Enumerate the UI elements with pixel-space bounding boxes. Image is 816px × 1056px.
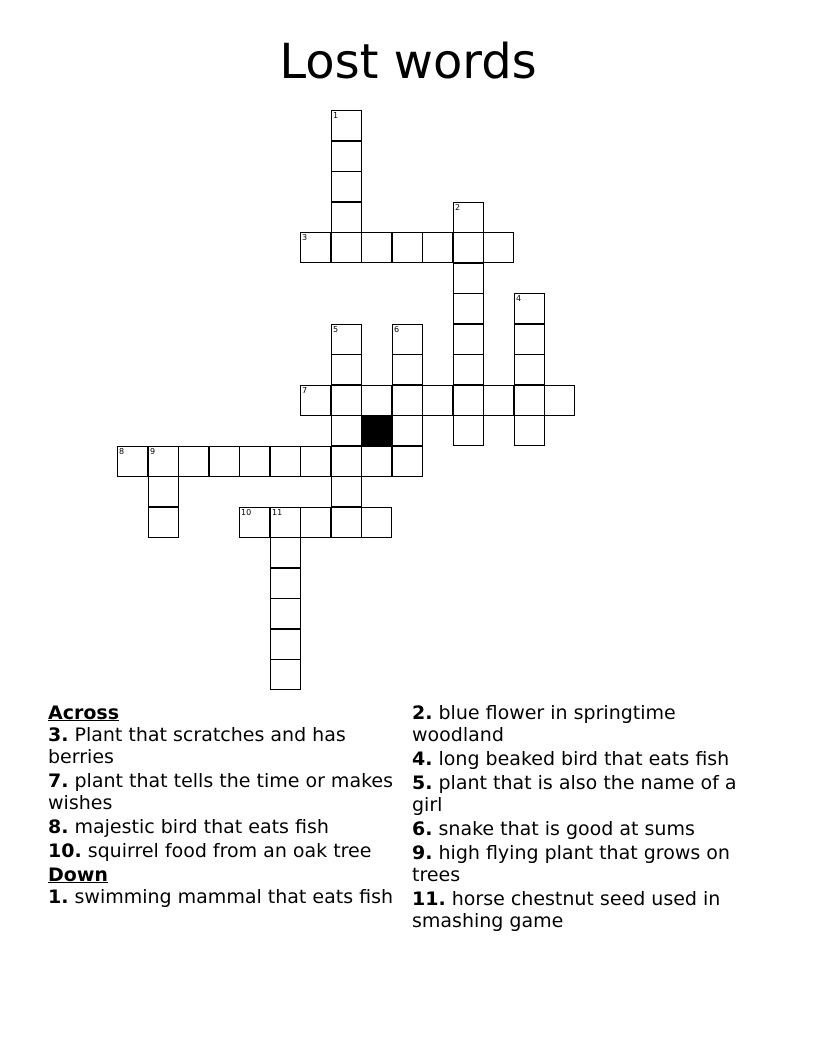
grid-cell[interactable] (483, 385, 514, 416)
grid-cell[interactable] (148, 507, 179, 538)
black-square (361, 415, 392, 446)
grid-cell[interactable] (453, 415, 484, 446)
clue-across-10: 10. squirrel food from an oak tree (48, 840, 372, 862)
grid-cell[interactable] (514, 324, 545, 355)
grid-cell[interactable] (117, 446, 148, 477)
grid-cell[interactable] (300, 232, 331, 263)
grid-cell[interactable] (331, 202, 362, 233)
clue-down-11: 11. horse chestnut seed used in smashing game (412, 888, 721, 932)
grid-cell[interactable] (331, 507, 362, 538)
clue-number: 7 (302, 386, 308, 395)
grid-cell[interactable] (331, 324, 362, 355)
grid-cell[interactable] (392, 415, 423, 446)
grid-cell[interactable] (331, 110, 362, 141)
clue-number: 4 (516, 294, 522, 303)
grid-cell[interactable] (514, 293, 545, 324)
grid-cell[interactable] (453, 232, 484, 263)
grid-cell[interactable] (392, 446, 423, 477)
grid-cell[interactable] (514, 415, 545, 446)
grid-cell[interactable] (331, 171, 362, 202)
clue-number: 11 (272, 508, 283, 517)
grid-cell[interactable] (331, 354, 362, 385)
grid-cell[interactable] (178, 446, 209, 477)
clue-down-6: 6. snake that is good at sums (412, 818, 695, 840)
grid-cell[interactable] (544, 385, 575, 416)
grid-cell[interactable] (300, 446, 331, 477)
grid-cell[interactable] (361, 232, 392, 263)
puzzle-title: Lost words (279, 34, 537, 90)
grid-cell[interactable] (392, 354, 423, 385)
grid-cell[interactable] (270, 537, 301, 568)
grid-cell[interactable] (270, 568, 301, 599)
clue-across-7: 7. plant that tells the time or makes wishes (48, 770, 394, 814)
grid-cell[interactable] (392, 385, 423, 416)
grid-cell[interactable] (239, 446, 270, 477)
clue-across-8: 8. majestic bird that eats fish (48, 816, 329, 838)
clue-down-4: 4. long beaked bird that eats fish (412, 748, 730, 770)
grid-cell[interactable] (453, 293, 484, 324)
grid-cell[interactable] (331, 476, 362, 507)
grid-cell[interactable] (148, 476, 179, 507)
grid-cell[interactable] (453, 354, 484, 385)
down-heading: Down (48, 864, 108, 886)
clue-number: 8 (119, 447, 125, 456)
grid-cell[interactable] (453, 263, 484, 294)
grid-cell[interactable] (300, 507, 331, 538)
clues-left-column (48, 702, 398, 910)
grid-cell[interactable] (331, 415, 362, 446)
clue-number: 9 (150, 447, 156, 456)
grid-cell[interactable] (453, 324, 484, 355)
grid-cell[interactable] (270, 507, 301, 538)
grid-cell[interactable] (300, 385, 331, 416)
grid-cell[interactable] (514, 354, 545, 385)
grid-cell[interactable] (453, 202, 484, 233)
clues-right-column (412, 702, 762, 934)
grid-cell[interactable] (209, 446, 240, 477)
grid-cell[interactable] (361, 446, 392, 477)
clue-down-5: 5. plant that is also the name of a girl (412, 772, 737, 816)
grid-cell[interactable] (270, 629, 301, 660)
grid-cell[interactable] (361, 385, 392, 416)
clue-number: 1 (333, 111, 339, 120)
grid-cell[interactable] (331, 385, 362, 416)
clue-number: 6 (394, 325, 400, 334)
grid-cell[interactable] (331, 141, 362, 172)
grid-cell[interactable] (239, 507, 270, 538)
clue-number: 10 (241, 508, 252, 517)
grid-cell[interactable] (453, 385, 484, 416)
grid-cell[interactable] (361, 507, 392, 538)
clue-across-3: 3. Plant that scratches and has berries (48, 724, 346, 768)
grid-cell[interactable] (422, 385, 453, 416)
grid-cell[interactable] (270, 659, 301, 690)
clue-down-2: 2. blue flower in springtime woodland (412, 702, 676, 746)
clue-number: 2 (455, 203, 461, 212)
grid-cell[interactable] (270, 446, 301, 477)
grid-cell[interactable] (514, 385, 545, 416)
grid-cell[interactable] (422, 232, 453, 263)
clue-down-9: 9. high flying plant that grows on trees (412, 842, 730, 886)
clue-down-1: 1. swimming mammal that eats fish (48, 886, 394, 908)
clue-number: 3 (302, 233, 308, 242)
grid-cell[interactable] (148, 446, 179, 477)
clue-number: 5 (333, 325, 339, 334)
across-heading: Across (48, 702, 120, 724)
grid-cell[interactable] (270, 598, 301, 629)
grid-cell[interactable] (331, 446, 362, 477)
grid-cell[interactable] (392, 232, 423, 263)
grid-cell[interactable] (331, 232, 362, 263)
grid-cell[interactable] (483, 232, 514, 263)
grid-cell[interactable] (392, 324, 423, 355)
